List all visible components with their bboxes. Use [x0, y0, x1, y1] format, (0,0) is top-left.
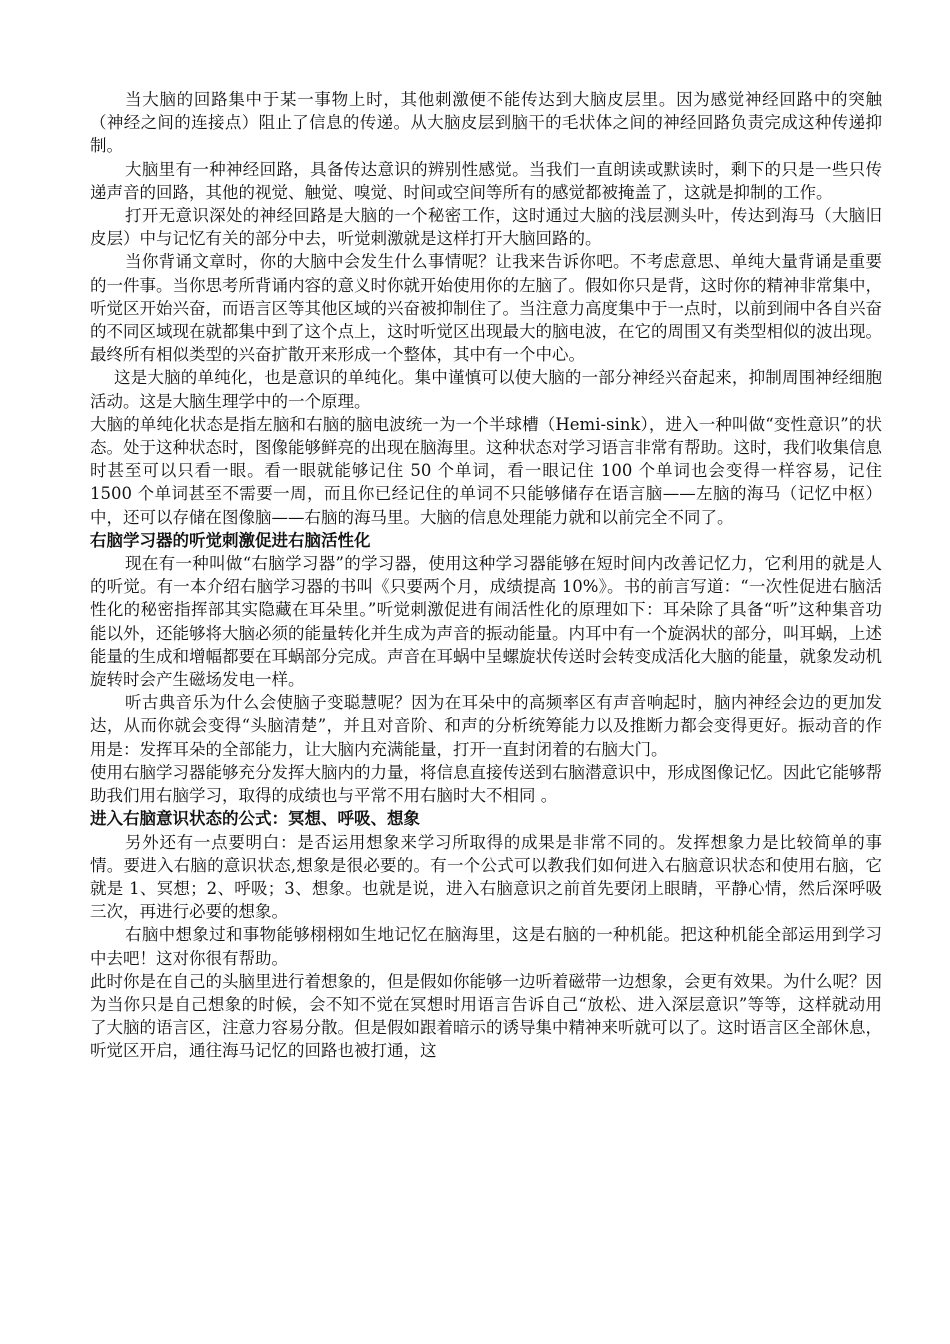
paragraph: 当大脑的回路集中于某一事物上时，其他刺激便不能传达到大脑皮层里。因为感觉神经回路中的突触（神经之间的连接点）阻止了信息的传递。从大脑皮层到脑干的毛状体之间的神经回路负责完成这种传递抑制。	[90, 90, 882, 156]
paragraph: 此时你是在自己的头脑里进行着想象的，但是假如你能够一边听着磁带一边想象，会更有效果。为什么呢？因为当你只是自己想象的时候，会不知不觉在冥想时用语言告诉自己“放松、进入深层意识”等等，这样就动用了大脑的语言区，注意力容易分散。但是假如跟着暗示的诱导集中精神来听就可以了。这时语言区全部休息，听觉区开启，通往海马记忆的回路也被打通，这	[90, 971, 882, 1061]
section-heading: 右脑学习器的听觉刺激促进右脑活性化	[90, 530, 371, 550]
paragraph: 打开无意识深处的神经回路是大脑的一个秘密工作，这时通过大脑的浅层测头叶，传达到海马（大脑旧皮层）中与记忆有关的部分中去，听觉刺激就是这样打开大脑回路的。	[90, 206, 882, 249]
paragraph: 这是大脑的单纯化，也是意识的单纯化。集中谨慎可以使大脑的一部分神经兴奋起来，抑制周围神经细胞活动。这是大脑生理学中的一个原理。	[90, 368, 882, 411]
paragraph: 听古典音乐为什么会使脑子变聪慧呢？因为在耳朵中的高频率区有声音响起时，脑内神经会边的更加发达，从而你就会变得“头脑清楚”，并且对音阶、和声的分析统筹能力以及推断力都会变得更好。振动音的作用是：发挥耳朵的全部能力，让大脑内充满能量，打开一直封闭着的右脑大门。	[90, 693, 882, 759]
paragraph: 现在有一种叫做“右脑学习器”的学习器，使用这种学习器能够在短时间内改善记忆力，它利用的就是人的听觉。有一本介绍右脑学习器的书叫《只要两个月，成绩提高 10%》。书的前言写道：“一次性促进右脑活性化的秘密指挥部其实隐藏在耳朵里。”听觉刺激促进有闹活性化的原理如下：耳朵除了具备“听”这种集音功能以外，还能够将大脑必须的能量转化并生成为声音的振动能量。内耳中有一个旋涡状的部分，叫耳蜗，上述能量的生成和增幅都要在耳蜗部分完成。声音在耳蜗中呈螺旋状传送时会转变成活化大脑的能量，就象发动机旋转时会产生磁场发电一样。	[90, 554, 882, 690]
section-heading: 进入右脑意识状态的公式：冥想、呼吸、想象	[90, 809, 420, 829]
paragraph: 大脑的单纯化状态是指左脑和右脑的脑电波统一为一个半球槽（Hemi-sink），进入一种叫做“变性意识”的状态。处于这种状态时，图像能够鲜亮的出现在脑海里。这种状态对学习语言非常有帮助。这时，我们收集信息时甚至可以只看一眼。看一眼就能够记住 50 个单词，看一眼记住 100 个单词也会变得一样容易，记住 1500 个单词甚至不需要一周，而且你已经记住的单词不只能够储存在语言脑——左脑的海马（记忆中枢）中，还可以存储在图像脑——右脑的海马里。大脑的信息处理能力就和以前完全不同了。	[90, 414, 882, 527]
paragraph: 使用右脑学习器能够充分发挥大脑内的力量，将信息直接传送到右脑潜意识中，形成图像记忆。因此它能够帮助我们用右脑学习，取得的成绩也与平常不用右脑时大不相同 。	[90, 762, 882, 806]
paragraph: 大脑里有一种神经回路，具备传达意识的辨别性感觉。当我们一直朗读或默读时，剩下的只是一些只传递声音的回路，其他的视觉、触觉、嗅觉、时间或空间等所有的感觉都被掩盖了，这就是抑制的工作。	[90, 159, 882, 202]
paragraph: 右脑中想象过和事物能够栩栩如生地记忆在脑海里，这是右脑的一种机能。把这种机能全部运用到学习中去吧！这对你很有帮助。	[90, 925, 882, 968]
paragraph: 当你背诵文章时，你的大脑中会发生什么事情呢？让我来告诉你吧。不考虑意思、单纯大量背诵是重要的一件事。当你思考所背诵内容的意义时你就开始使用你的左脑了。假如你只是背，这时你的精神非常集中，听觉区开始兴奋，而语言区等其他区域的兴奋被抑制住了。当注意力高度集中于一点时，以前到闹中各自兴奋的不同区域现在就都集中到了这个点上，这时听觉区出现最大的脑电波，在它的周围又有类型相似的波出现。最终所有相似类型的兴奋扩散开来形成一个整体，其中有一个中心。	[90, 252, 882, 365]
document-page	[90, 88, 882, 1063]
paragraph: 另外还有一点要明白：是否运用想象来学习所取得的成果是非常不同的。发挥想象力是比较简单的事情。要进入右脑的意识状态,想象是很必要的。有一个公式可以教我们如何进入右脑意识状态和使用右脑，它就是 1、冥想；2、呼吸；3、想象。也就是说，进入右脑意识之前首先要闭上眼睛，平静心情，然后深呼吸三次，再进行必要的想象。	[90, 832, 882, 922]
